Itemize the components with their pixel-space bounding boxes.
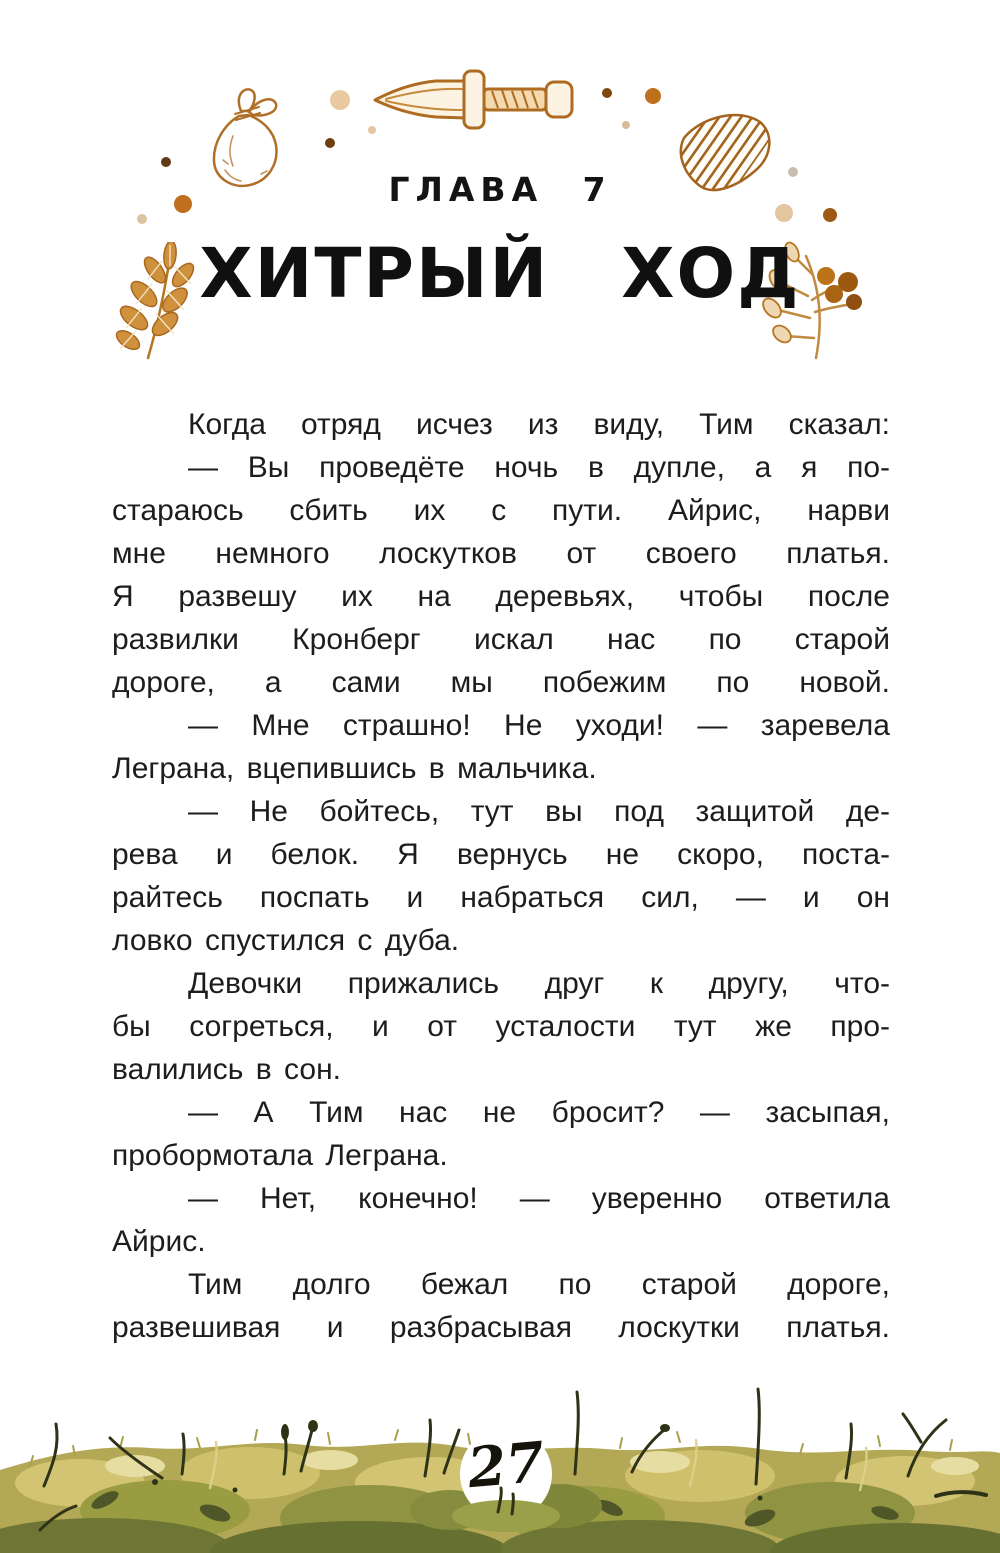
text-line: райтесь поспать и набраться сил, — и он [112,881,890,914]
text-line: Когда отряд исчез из виду, Тим сказал: [188,408,890,441]
text-line: Леграна, вцепившись в мальчика. [112,752,597,785]
text-line: — А Тим нас не бросит? — засыпая, [188,1096,890,1129]
text-line: мне немного лоскутков от своего платья. [112,537,890,570]
text-line: рева и белок. Я вернусь не скоро, поста- [112,838,890,871]
text-line: пробормотала Леграна. [112,1139,448,1172]
text-line: Девочки прижались друг к другу, что- [188,967,890,1000]
text-line: валились в сон. [112,1053,341,1086]
text-line: Тим долго бежал по старой дороге, [188,1268,890,1301]
text-line: бы согреться, и от усталости тут же про- [112,1010,890,1043]
dagger-icon [372,66,578,132]
text-line: дороге, а сами мы побежим по новой. [112,666,890,699]
text-line: развешивая и разбрасывая лоскутки платья. [112,1311,890,1344]
text-line: — Не бойтесь, тут вы под защитой де- [188,795,890,828]
chapter-label: ГЛАВА 7 [388,170,612,209]
text-line: — Мне страшно! Не уходи! — заревела [188,709,890,742]
page-number: 27 [465,1428,547,1501]
text-line: ловко спустился с дуба. [112,924,460,957]
text-line: Айрис. [112,1225,206,1258]
text-line: — Вы проведёте ночь в дупле, а я по- [188,451,890,484]
chapter-header [0,0,1000,400]
body-text [112,403,890,1349]
page-title: ХИТРЫЙ ХОД [199,234,801,314]
text-line: Я развешу их на деревьях, чтобы после [112,580,890,613]
text-line: развилки Кронберг искал нас по старой [112,623,890,656]
text-line: стараюсь сбить их с пути. Айрис, нарви [112,494,890,527]
text-line: — Нет, конечно! — уверенно ответила [188,1182,890,1215]
